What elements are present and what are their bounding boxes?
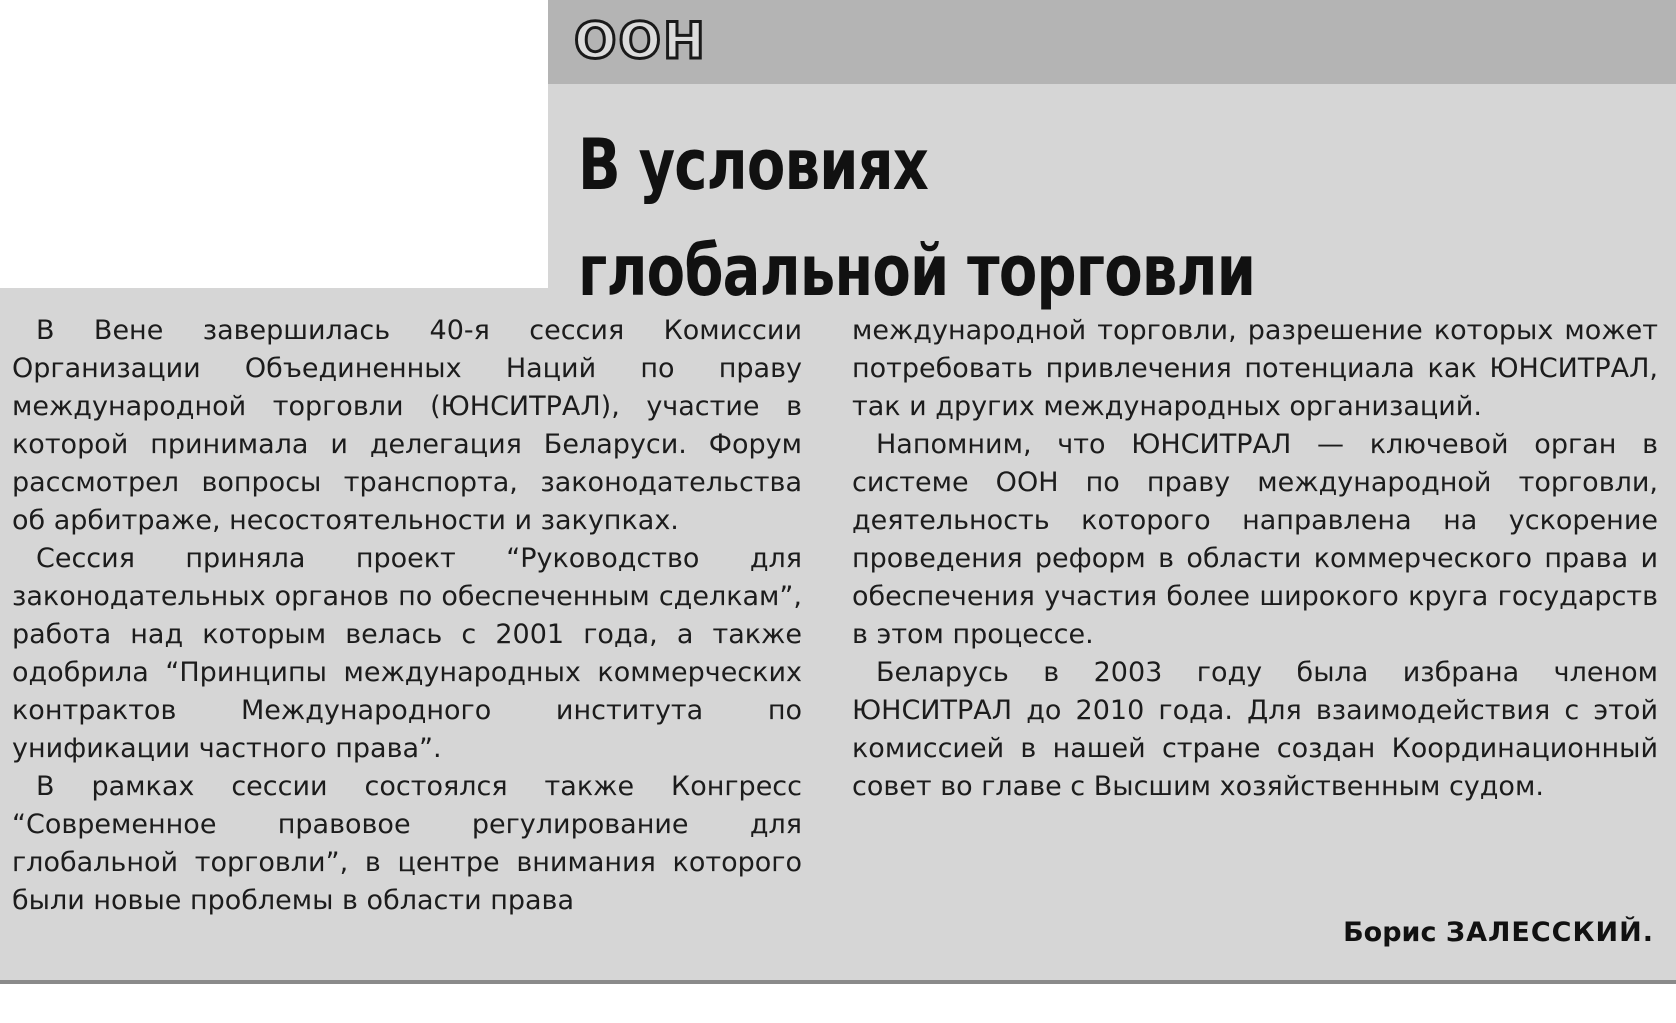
rubric-label: ООН — [574, 12, 707, 70]
headline-line-1: В условиях — [578, 124, 929, 206]
paragraph-3-continued: международной торговли, разрешение которых может потребовать привлечения потенциала как ЮНСИТРАЛ, так и других международных организаций. — [852, 315, 1658, 422]
author-byline — [1343, 914, 1654, 952]
paragraph-2: Сессия приняла проект “Руководство для законодательных органов по обеспеченным сделкам”, работа над которым велась с 2001 года, а также одобрила “Принципы международных коммерческих контрактов Международного института по унификации частного права”. — [12, 543, 802, 764]
paragraph-4: Напомним, что ЮНСИТРАЛ — ключевой орган в системе ООН по праву международной торговли, деятельность которого направлена на ускорение проведения реформ в области коммерческого права и обеспечения участия более широкого круга государств в этом процессе. — [852, 429, 1658, 650]
paragraph-3: В рамках сессии состоялся также Конгресс “Современное правовое регулирование для глобальной торговли”, в центре внимания которого были новые проблемы в области права — [12, 771, 802, 916]
paragraph-1: В Вене завершилась 40-я сессия Комиссии Организации Объединенных Наций по праву международной торговли (ЮНСИТРАЛ), участие в которой принимала и делегация Беларуси. Форум рассмотрел вопросы транспорта, законодательства об арбитраже, несостоятельности и закупках. — [12, 315, 802, 536]
article-column-right — [852, 312, 1658, 806]
article-column-left — [12, 312, 802, 920]
clipping-bottom-edge — [0, 980, 1676, 984]
article-headline — [578, 112, 1255, 324]
headline-line-2: глобальной торговли — [578, 230, 1256, 312]
author-surname: ЗАЛЕССКИЙ. — [1445, 917, 1654, 948]
rubric-band — [548, 0, 1676, 84]
paragraph-5: Беларусь в 2003 году была избрана членом ЮНСИТРАЛ до 2010 года. Для взаимодействия с этой комиссией в нашей стране создан Координационный совет во главе с Высшим хозяйственным судом. — [852, 657, 1658, 802]
author-first-name: Борис — [1343, 917, 1437, 948]
